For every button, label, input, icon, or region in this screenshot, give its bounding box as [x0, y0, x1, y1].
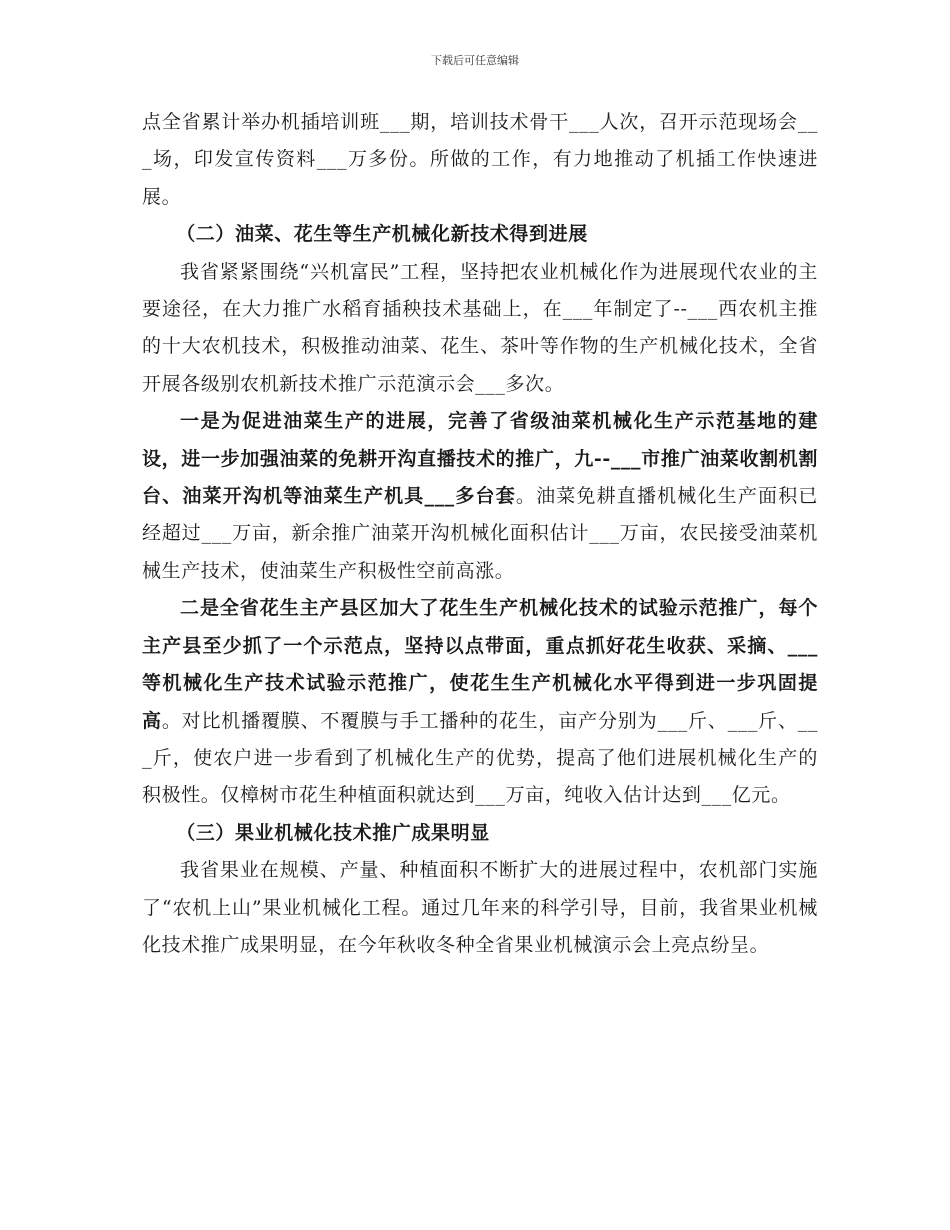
paragraph-1: 点全省累计举办机插培训班___期，培训技术骨干___人次，召开示范现场会___场，印发宣传资料___万多份。所做的工作，有力地推动了机插工作快速进展。	[142, 111, 818, 208]
section-heading-2: （二）油菜、花生等生产机械化新技术得到进展	[176, 223, 588, 246]
paragraph-4-bold: 二是全省花生主产县区加大了花生生产机械化技术的试验示范推广，每个主产县至少抓了一个示范点，坚持以点带面，重点抓好花生收获、采摘、___等机械化生产技术试验示范推广，使花生生产机械化水平得到进一步巩固提高	[142, 597, 818, 732]
document-body	[142, 104, 818, 964]
paragraph-4	[142, 590, 818, 814]
paragraph-3-rest: 。油菜免耕直播机械化生产面积已经超过___万亩，新余推广油菜开沟机械化面积估计___万亩，农民接受油菜机械生产技术，使油菜生产积极性空前高涨。	[142, 485, 818, 582]
section-heading-3: （三）果业机械化技术推广成果明显	[176, 821, 490, 844]
page-header: 下载后可任意编辑	[431, 54, 519, 67]
paragraph-5: 我省果业在规模、产量、种植面积不断扩大的进展过程中，农机部门实施了“农机上山”果业机械化工程。通过几年来的科学引导，目前，我省果业机械化技术推广成果明显，在今年秋收冬种全省果业机械演示会上亮点纷呈。	[142, 859, 818, 956]
paragraph-2: 我省紧紧围绕“兴机富民”工程，坚持把农业机械化作为进展现代农业的主要途径，在大力推广水稻育插秧技术基础上，在___年制定了--___西农机主推的十大农机技术，积极推动油菜、花生、茶叶等作物的生产机械化技术，全省开展各级别农机新技术推广示范演示会___多次。	[142, 260, 818, 395]
paragraph-4-rest: 。对比机播覆膜、不覆膜与手工播种的花生，亩产分别为___斤、___斤、___斤，使农户进一步看到了机械化生产的优势，提高了他们进展机械化生产的积极性。仅樟树市花生种植面积就达到___万亩，纯收入估计达到___亿元。	[142, 709, 818, 807]
paragraph-3-bold: 一是为促进油菜生产的进展，完善了省级油菜机械化生产示范基地的建设，进一步加强油菜的免耕开沟直播技术的推广，九--___市推广油菜收割机割台、油菜开沟机等油菜生产机具___多台套	[142, 410, 818, 508]
paragraph-3	[142, 403, 818, 590]
